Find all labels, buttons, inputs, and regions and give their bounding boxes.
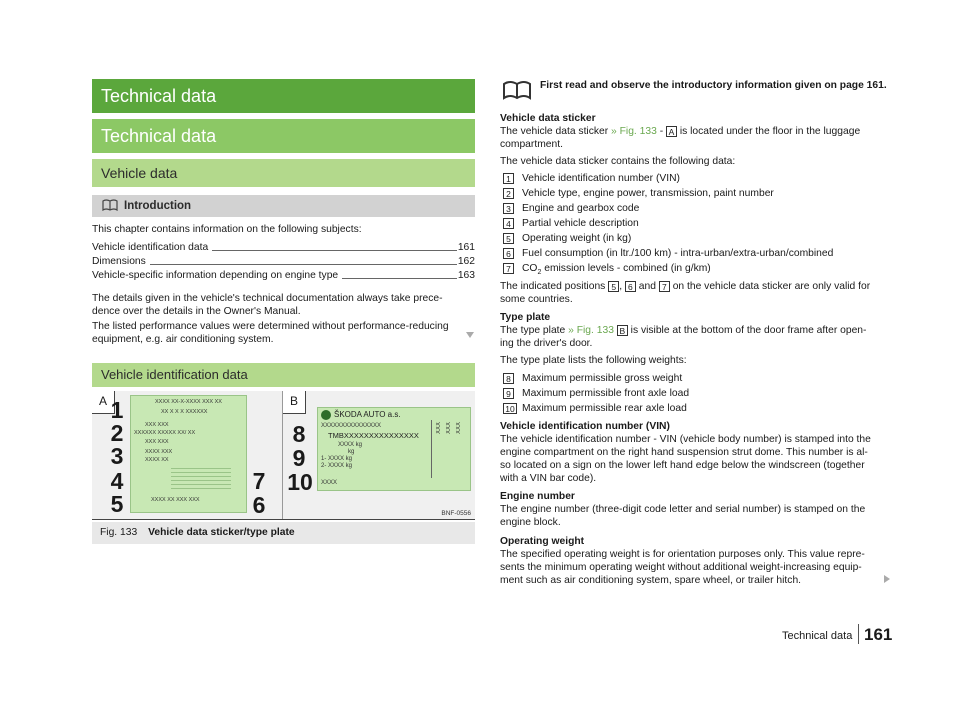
list-number: 2	[503, 188, 514, 199]
ref-box: A	[666, 126, 677, 137]
callout-3: 3	[110, 443, 124, 469]
text: The vehicle data sticker	[500, 126, 612, 137]
panel-b	[283, 391, 475, 519]
data-sticker	[130, 395, 247, 513]
sticker-row: XX X X X XXXXXX	[161, 409, 208, 415]
paragraph	[500, 324, 866, 337]
plate-line: XXXX kg	[338, 442, 363, 448]
figure-vehicle-sticker	[92, 391, 475, 520]
paragraph: some countries.	[500, 294, 573, 305]
plate-line: 2- XXXX kg	[321, 463, 353, 469]
paragraph: compartment.	[500, 139, 563, 150]
paragraph: ing the driver's door.	[500, 338, 593, 349]
book-icon	[502, 80, 532, 103]
caption-number: Fig. 133	[100, 527, 138, 538]
paragraph: The type plate lists the following weights:	[500, 355, 687, 366]
list-number: 5	[503, 233, 514, 244]
callout-10: 10	[287, 469, 313, 495]
ref-box: 6	[625, 281, 636, 292]
list-item: $CO_2$ emission levels - combined (in g/km)	[522, 263, 711, 277]
section-title: Technical data	[92, 119, 475, 153]
toc-entry[interactable]	[92, 255, 475, 268]
paragraph: The engine number (three-digit code letter and serial number) is stamped on the	[500, 504, 866, 515]
list-item: Maximum permissible rear axle load	[522, 403, 687, 414]
paragraph: engine block.	[500, 517, 561, 528]
list-item: Fuel consumption (in ltr./100 km) - intra-urban/extra-urban/combined	[522, 248, 834, 259]
plate-line: XXXXXXXXXXXXXXX	[321, 423, 382, 429]
heading-vehicle-data-sticker: Vehicle data sticker	[500, 113, 596, 124]
list-item: Maximum permissible gross weight	[522, 373, 683, 384]
callout-6: 6	[252, 492, 266, 518]
ref-box: B	[617, 325, 628, 336]
toc-entry[interactable]	[92, 269, 475, 282]
callout-9: 9	[292, 445, 306, 471]
figure-caption	[92, 522, 475, 544]
paragraph: The vehicle data sticker contains the following data:	[500, 156, 736, 167]
list-item: Partial vehicle description	[522, 218, 639, 229]
panel-label: A	[92, 391, 115, 414]
sticker-row: XXXX XX XXX XXX	[151, 497, 200, 503]
heading-type-plate: Type plate	[500, 312, 551, 323]
sticker-table	[171, 468, 231, 492]
toc-entry[interactable]	[92, 241, 475, 254]
text: The indicated positions	[500, 281, 609, 292]
paragraph: The specified operating weight is for orientation purposes only. This value repre-	[500, 549, 865, 560]
plate-side: XXX	[446, 422, 452, 435]
skoda-logo-icon	[321, 410, 331, 420]
page-number: 161	[864, 625, 893, 644]
callout-7: 7	[252, 468, 266, 494]
callout-1: 1	[110, 397, 124, 423]
paragraph	[500, 125, 860, 138]
list-item: Engine and gearbox code	[522, 203, 640, 214]
list-number: 7	[503, 263, 514, 274]
plate-divider	[431, 420, 432, 478]
list-item: Operating weight (in kg)	[522, 233, 632, 244]
paragraph: ment such as air conditioning system, spare wheel, or trailer hitch.	[500, 575, 802, 586]
chapter-title: Technical data	[92, 79, 475, 113]
panel-a	[92, 391, 283, 519]
ref-box: 5	[608, 281, 619, 292]
text: The type plate	[500, 325, 569, 336]
intro-heading-bar	[92, 195, 475, 217]
intro-heading: Introduction	[124, 200, 192, 212]
panel-label: B	[283, 391, 306, 414]
continue-arrow-icon	[884, 575, 890, 583]
list-number: 9	[503, 388, 514, 399]
plate-brand: ŠKODA AUTO a.s.	[334, 410, 401, 419]
plate-side: XXX	[456, 422, 462, 435]
footer-divider	[858, 624, 859, 644]
sticker-row: XXXXXX XXXXX XX/ XX	[134, 430, 196, 436]
toc-page: 162	[457, 256, 475, 267]
fig-link[interactable]: » Fig. 133	[611, 126, 657, 137]
toc-page: 161	[457, 242, 475, 253]
paragraph: sents the minimum operating weight without additional weight-increasing equip-	[500, 562, 862, 573]
paragraph: equipment, e.g. air conditioning system.	[92, 334, 274, 345]
list-item: Vehicle type, engine power, transmission, paint number	[522, 188, 774, 199]
sticker-row: XXX XXX	[145, 422, 169, 428]
text: ,	[619, 281, 625, 292]
paragraph: so located on a sign on the lower left hand edge below the windscreen (together	[500, 460, 865, 471]
paragraph: The details given in the vehicle's technical documentation always take prece-	[92, 293, 443, 304]
section-heading: Vehicle identification data	[92, 363, 475, 387]
end-marker-icon	[466, 332, 474, 338]
plate-vin: TMBXXXXXXXXXXXXXXX	[328, 431, 419, 440]
list-item: Maximum permissible front axle load	[522, 388, 690, 399]
list-number: 10	[503, 403, 517, 414]
text: is visible at the bottom of the door frame after open-	[627, 325, 867, 336]
list-number: 6	[503, 248, 514, 259]
footer-section: Technical data	[782, 630, 853, 642]
notice: First read and observe the introductory information given on page 161.	[540, 80, 887, 91]
callout-5: 5	[110, 491, 124, 517]
sticker-row: XXXX XX-X-XXXX XXX XX	[155, 399, 222, 405]
paragraph: The listed performance values were determined without performance-reducing	[92, 321, 449, 332]
heading-operating-weight: Operating weight	[500, 536, 585, 547]
paragraph: with a VIN bar code).	[500, 473, 597, 484]
toc-label: Vehicle identification data	[92, 241, 212, 254]
text: -	[656, 126, 666, 137]
fig-link[interactable]: » Fig. 133	[568, 325, 614, 336]
paragraph: The vehicle identification number - VIN (vehicle body number) is stamped into the	[500, 434, 871, 445]
plate-line: kg	[348, 449, 355, 455]
callout-4: 4	[110, 468, 124, 494]
callout-2: 2	[110, 420, 124, 446]
text: is located under the floor in the luggage	[676, 126, 861, 137]
ref-box: 7	[659, 281, 670, 292]
heading-engine-number: Engine number	[500, 491, 575, 502]
subsection-title: Vehicle data	[92, 159, 475, 187]
list-number: 8	[503, 373, 514, 384]
plate-side: XXX	[436, 422, 442, 435]
plate-line: 1- XXXX kg	[321, 456, 353, 462]
text: on the vehicle data sticker are only valid for	[669, 281, 871, 292]
plate-line: XXXX	[321, 480, 338, 486]
list-number: 1	[503, 173, 514, 184]
paragraph	[500, 280, 870, 293]
sticker-row: XXXX XX	[145, 457, 169, 463]
intro-text: This chapter contains information on the following subjects:	[92, 224, 362, 235]
sticker-row: XXXX XXX	[145, 449, 173, 455]
figure-code: BNF-0556	[441, 510, 471, 517]
toc-label: Vehicle-specific information depending on engine type	[92, 269, 342, 282]
caption-text: Vehicle data sticker/type plate	[148, 527, 295, 538]
heading-vin: Vehicle identification number (VIN)	[500, 421, 670, 432]
toc-label: Dimensions	[92, 255, 150, 268]
text: and	[635, 281, 659, 292]
paragraph: engine compartment on the right hand suspension strut dome. This number is al-	[500, 447, 868, 458]
sticker-row: XXX XXX	[145, 439, 169, 445]
paragraph: dence over the details in the Owner's Manual.	[92, 306, 301, 317]
callout-8: 8	[292, 421, 306, 447]
list-item: Vehicle identification number (VIN)	[522, 173, 680, 184]
list-number: 4	[503, 218, 514, 229]
list-number: 3	[503, 203, 514, 214]
book-icon	[102, 197, 118, 219]
type-plate	[317, 407, 471, 491]
toc-page: 163	[457, 270, 475, 281]
